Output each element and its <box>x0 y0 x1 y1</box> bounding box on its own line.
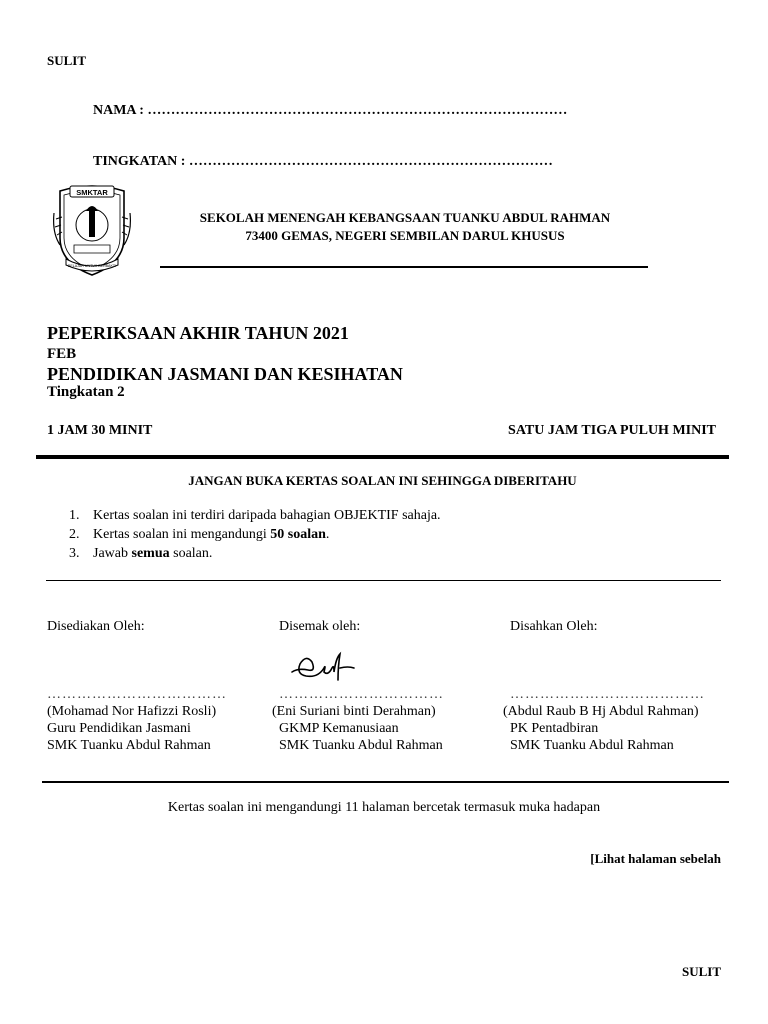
tingkatan-field: TINGKATAN : …………………………………………………………………… <box>93 154 553 169</box>
signatures-divider <box>42 781 729 783</box>
signatory-role: Guru Pendidikan Jasmani <box>47 721 191 736</box>
exam-title: PEPERIKSAAN AKHIR TAHUN 2021 <box>47 323 349 343</box>
signatory-checked <box>272 618 444 754</box>
signatory-role: GKMP Kemanusiaan <box>279 721 399 736</box>
sulit-label-bottom: SULIT <box>681 964 721 979</box>
signatory-heading: Disahkan Oleh: <box>510 619 598 634</box>
sulit-label-top: SULIT <box>47 53 87 68</box>
signatory-role: PK Pentadbiran <box>510 721 599 736</box>
duration-words: SATU JAM TIGA PULUH MINIT <box>508 423 716 438</box>
signatory-name: (Mohamad Nor Hafizzi Rosli) <box>47 704 217 719</box>
school-name: SEKOLAH MENENGAH KEBANGSAAN TUANKU ABDUL RAHMAN <box>199 210 611 225</box>
instructions-divider <box>46 580 721 581</box>
signatory-heading: Disemak oleh: <box>279 619 361 634</box>
signatory-name: (Abdul Raub B Hj Abdul Rahman) <box>503 704 699 719</box>
duration-numeric: 1 JAM 30 MINIT <box>47 423 153 438</box>
signature-line: ………………………………… <box>510 687 705 702</box>
signatory-prepared <box>47 618 227 754</box>
signatory-school: SMK Tuanku Abdul Rahman <box>47 738 211 753</box>
signatory-approved <box>503 618 705 754</box>
instruction-item: 2. Kertas soalan ini mengandungi 50 soalan. <box>69 527 330 542</box>
instruction-item: 1. Kertas soalan ini terdiri daripada bahagian OBJEKTIF sahaja. <box>69 508 441 523</box>
school-crest-logo <box>50 183 134 278</box>
nama-field: NAMA : ……………………………………………………………………………… <box>93 103 568 118</box>
warning-text: JANGAN BUKA KERTAS SOALAN INI SEHINGGA DIBERITAHU <box>188 473 577 488</box>
handwritten-signature <box>290 650 356 684</box>
thick-divider <box>36 455 729 459</box>
signatory-name: (Eni Suriani binti Derahman) <box>272 704 436 719</box>
school-address: 73400 GEMAS, NEGERI SEMBILAN DARUL KHUSUS <box>245 228 565 243</box>
signature-line: …………………………… <box>279 687 444 702</box>
school-underline <box>160 266 648 268</box>
pages-note: Kertas soalan ini mengandungi 11 halaman bercetak termasuk muka hadapan <box>167 800 601 815</box>
instruction-item: 3. Jawab semua soalan. <box>69 546 213 561</box>
crest-top-text: SMKTAR <box>76 188 108 197</box>
instructions-list <box>69 506 441 563</box>
crest-motto: BELAJAR UNTUK BERBAKTI <box>67 264 117 268</box>
next-page-note: [Lihat halaman sebelah <box>590 851 721 866</box>
signatory-school: SMK Tuanku Abdul Rahman <box>279 738 443 753</box>
exam-subject: PENDIDIKAN JASMANI DAN KESIHATAN <box>47 364 403 384</box>
signatory-heading: Disediakan Oleh: <box>47 619 145 634</box>
exam-form: Tingkatan 2 <box>47 384 125 400</box>
signatory-school: SMK Tuanku Abdul Rahman <box>510 738 674 753</box>
signature-line: ……………………………… <box>47 687 227 702</box>
exam-code: FEB <box>47 346 77 362</box>
